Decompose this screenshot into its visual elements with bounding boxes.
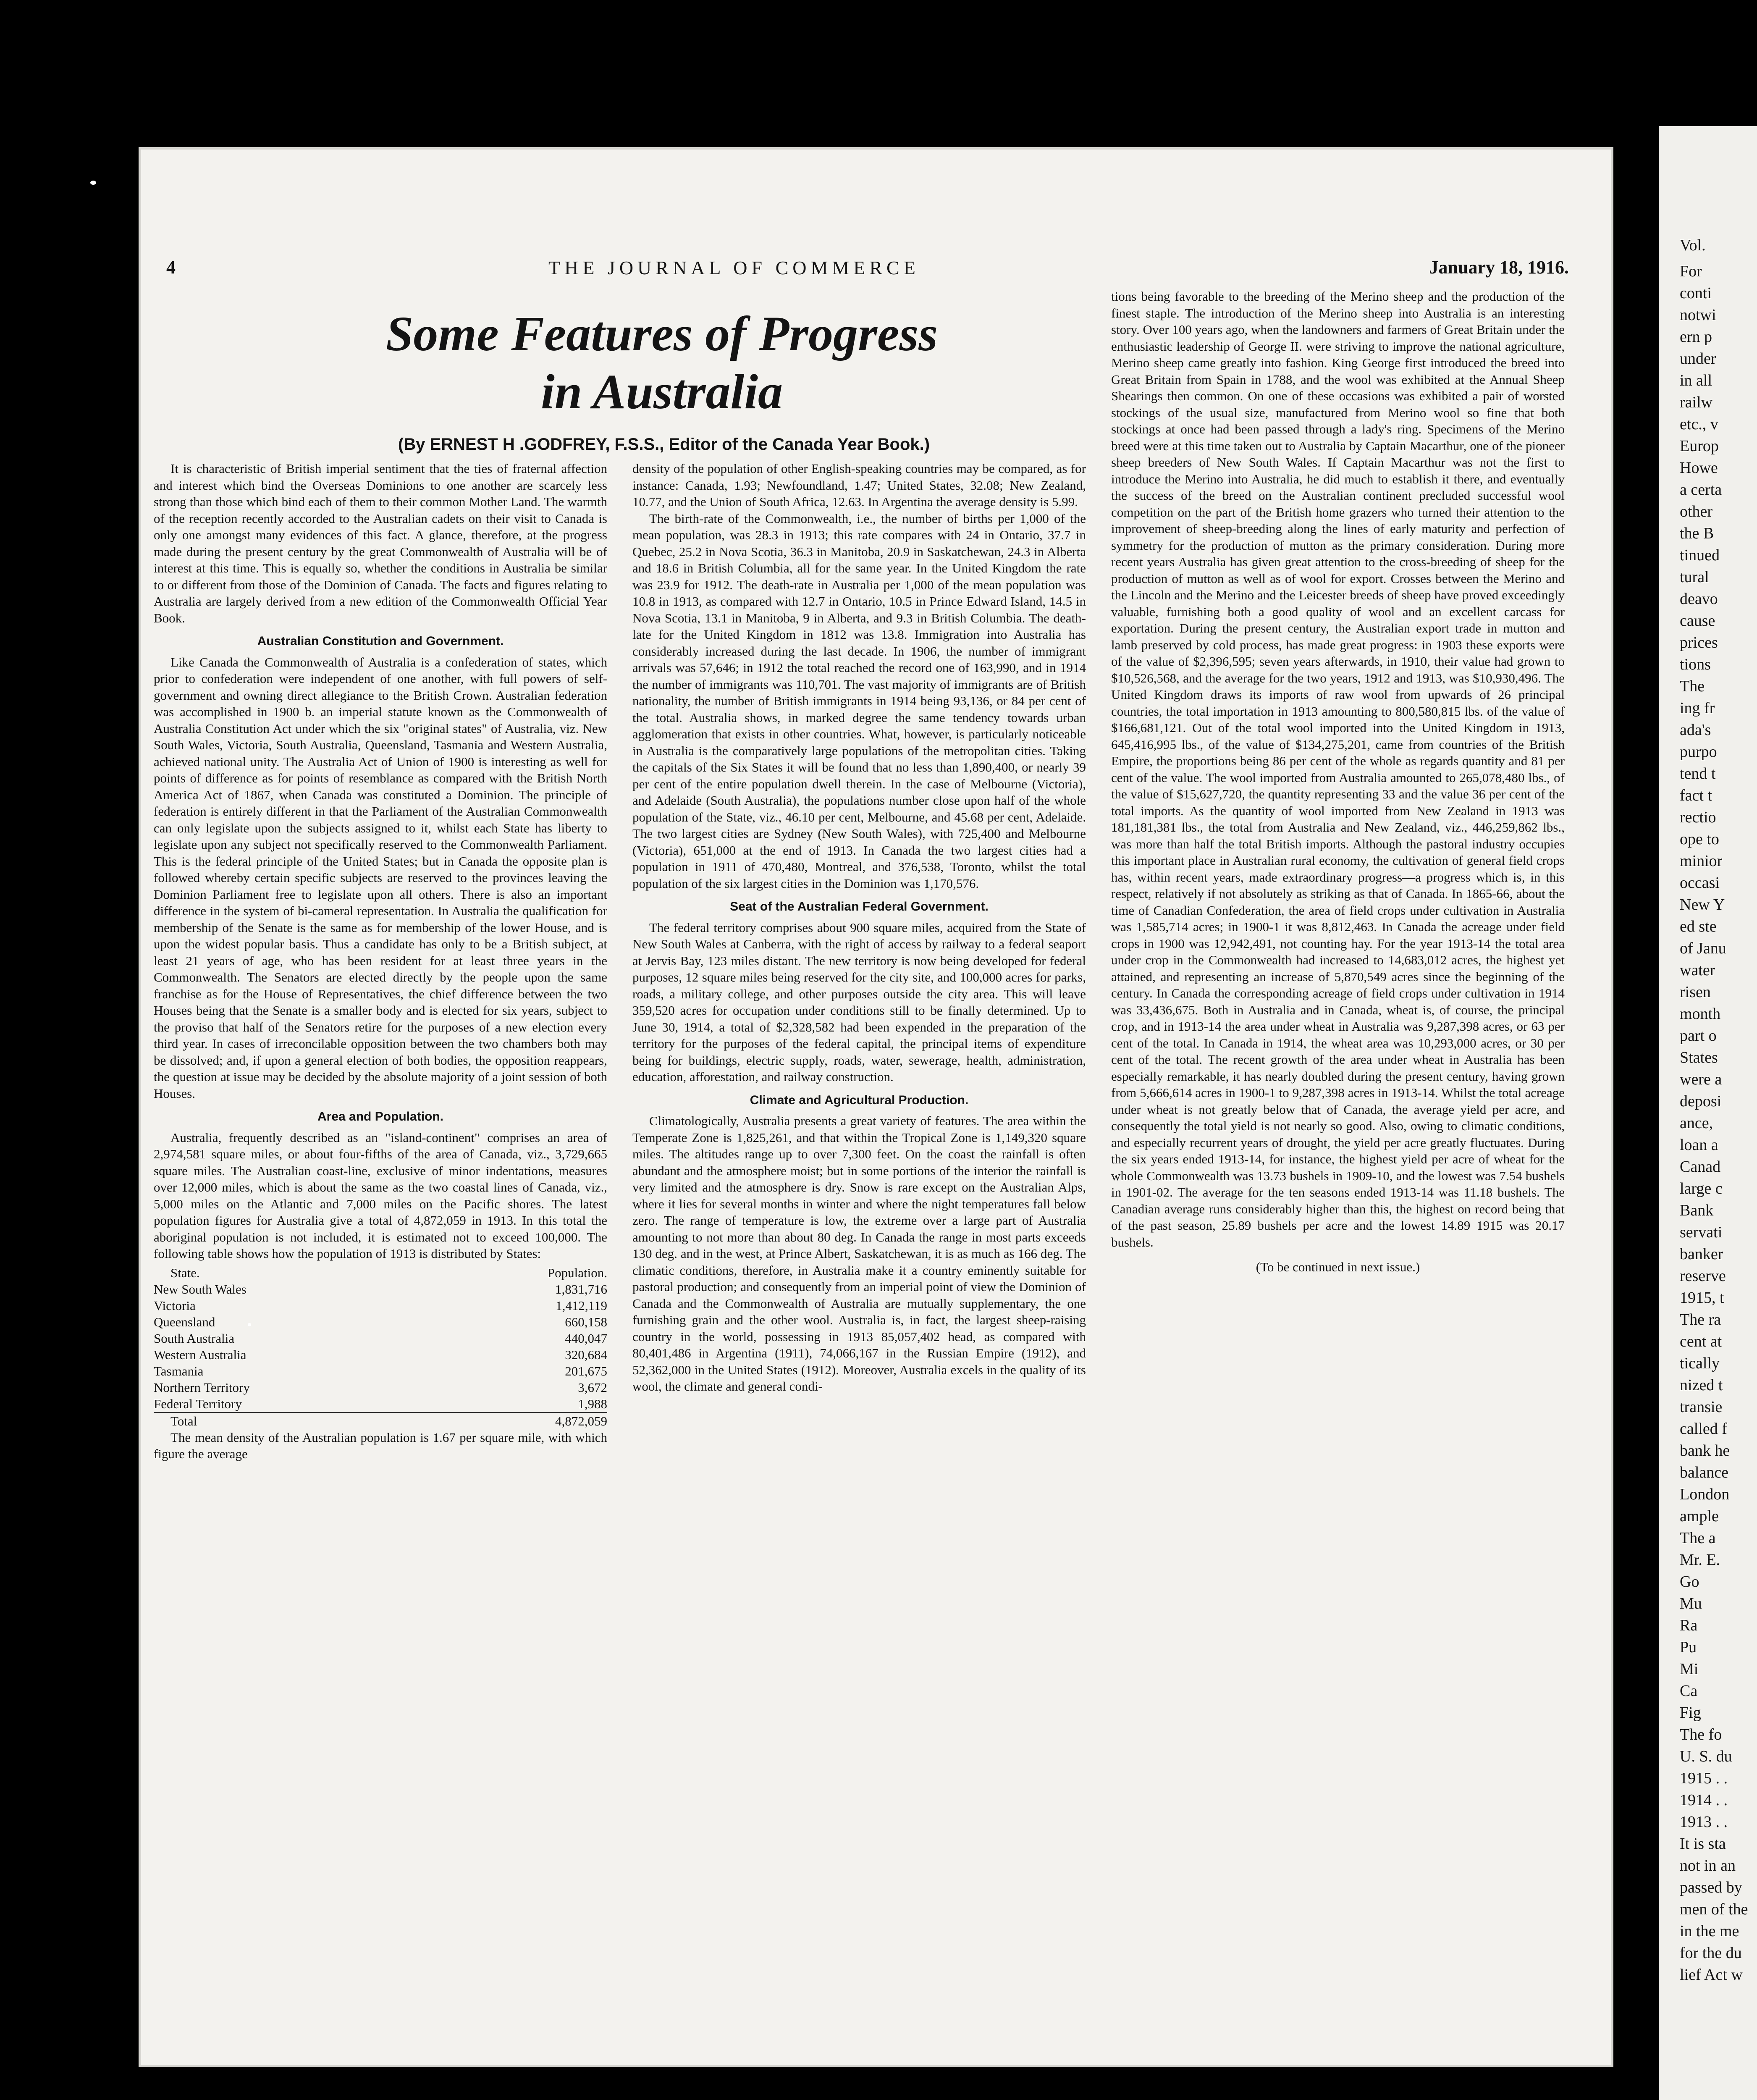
adjacent-page-line: deavo bbox=[1680, 590, 1718, 608]
adjacent-page-line: Ra bbox=[1680, 1617, 1698, 1634]
adjacent-page-line: tions bbox=[1680, 656, 1711, 673]
state-name: Northern Territory bbox=[154, 1380, 250, 1395]
table-row bbox=[154, 1297, 607, 1314]
adjacent-page-line: conti bbox=[1680, 284, 1712, 302]
adjacent-page-line: transie bbox=[1680, 1398, 1723, 1416]
table-row bbox=[154, 1281, 607, 1297]
article-title-line-2: in Australia bbox=[540, 364, 783, 419]
adjacent-page-line: ample bbox=[1680, 1507, 1719, 1525]
constitution-paragraph: Like Canada the Commonwealth of Australia is a confederation of states, which prior to confederation were independent of one another, with full powers of self-government and owning direct allegiance to the British Crown. Australian federation was accomplished in 1900 b. an imperial statute known as the Commonwealth of Australia Constitution Act under which the six "original states" of Australia, viz. New South Wales, Victoria, South Australia, Queensland, Tasmania and Western Australia, achieved national unity. The Australia Act of Union of 1900 is interesting as well for points of difference as for points of resemblance as compared with the British North America Act of 1867, when Canada was constituted a Dominion. The principle of federation is entirely different in that the Parliament of the Australian Commonwealth can only legislate upon the subjects assigned to it, whilst each State has liberty to legislate upon any subject not specifically reserved to the Commonwealth Parliament. This is the federal principle of the United States; but in Canada the opposite plan is followed whereby certain specific subjects are reserved to the provinces leaving the Dominion Parliament free to legislate upon all others. There is also an important difference in the system of bi-cameral representation. In Australia the qualification for membership of the Senate is the same as for membership of the lower House, and is upon the widest popular basis. Thus a candidate has only to be a British subject, at least 21 years of age, who has been resident for at least three years in the Commonwealth. The Senators are elected directly by the people upon the same franchise as for the House of Representatives, the chief difference between the two Houses being that the Senate is a smaller body and is elected for six years, subject to the proviso that half of the Senators retire for the purposes of a new election every third year. In cases of irreconcilable opposition between the two chambers both may be dissolved; and, if upon a general election of both bodies, the opposition reappears, the question at issue may be decided by the absolute majority of a joint session of both Houses. bbox=[154, 654, 607, 1101]
adjacent-page-line: part o bbox=[1680, 1027, 1717, 1045]
seat-heading: Seat of the Australian Federal Government. bbox=[730, 900, 989, 914]
article-column-3 bbox=[1111, 288, 1565, 1276]
state-name: New South Wales bbox=[154, 1281, 247, 1297]
page-number: 4 bbox=[166, 257, 176, 278]
journal-title: THE JOURNAL OF COMMERCE bbox=[548, 257, 920, 278]
article-byline: (By ERNEST H .GODFREY, F.S.S., Editor of the Canada Year Book.) bbox=[398, 435, 930, 454]
adjacent-page-line: under bbox=[1680, 350, 1716, 368]
adjacent-page-line: tend t bbox=[1680, 765, 1716, 782]
adjacent-page-line: Mr. E. bbox=[1680, 1551, 1720, 1569]
adjacent-page-line: U. S. du bbox=[1680, 1748, 1732, 1765]
state-population: 440,047 bbox=[565, 1331, 607, 1346]
adjacent-page-line: the B bbox=[1680, 525, 1714, 542]
density-paragraph-cont: density of the population of other English-speaking countries may be compared, as for instance: Canada, 1.93; Newfoundland, 1.47; United States, 32.08; New Zealand, 10.77, and the Union of South Africa, 12.63. In Argentina the average density is 5.99. bbox=[632, 461, 1086, 509]
adjacent-page-line: bank he bbox=[1680, 1442, 1730, 1460]
adjacent-page-line: States bbox=[1680, 1049, 1718, 1066]
adjacent-page-line: were a bbox=[1680, 1071, 1722, 1088]
adjacent-page-line: 1915, t bbox=[1680, 1289, 1724, 1307]
adjacent-page-line: Go bbox=[1680, 1573, 1699, 1591]
wool-and-crops-paragraph: tions being favorable to the breeding of the Merino sheep and the production of the finest staple. The introduction of the Merino sheep into Australia is an interesting story. Over 100 years ago, when the landowners and farmers of Great Britain under the enthusiastic leadership of George II. were striving to improve the national agriculture, Merino sheep came greatly into fashion. King George first introduced the breed into Great Britain from Spain in 1788, and the wool was exhibited at the Annual Sheep Shearings then common. On one of these occasions was exhibited a pair of worsted stockings of the usual size, manufactured from Merino wool so fine that both stockings at once had been passed through a lady's ring. Specimens of the Merino breed were at this time taken out to Australia by Captain Macarthur, one of the pioneer sheep breeders of New South Wales. If Captain Macarthur was not the first to introduce the Merino into Australia, he did much to establish it there, and eventually the success of the breed on the Australian continent precluded successful wool competition on the part of the British home grazers who turned their attention to the improvement of sheep-breeding along the lines of early maturity and perfection of symmetry for the production of mutton as the primary consideration. During more recent years Australia has given great attention to the cross-breeding of sheep for the production of mutton as well as of wool for export. Crosses between the Merino and the Lincoln and the Merino and the Leicester breeds of sheep have proved exceedingly valuable, furnishing both a good quality of wool and an excellent carcass for exportation. During the present century, the Australian export trade in mutton and lamb preserved by cold process, has made great progress: in 1903 these exports were of the value of $2,396,595; seven years afterwards, in 1910, their value had grown to $10,526,568, and the average for the two years, 1912 and 1913, was $10,930,496. The United Kingdom draws its imports of raw wool from upwards of 26 principal countries, the total importation in 1913 amounting to 800,580,815 lbs. of the value of $166,681,121. Out of the total wool imported into the United Kingdom in 1913, 645,416,995 lbs., of the value of $134,275,201, came from countries of the British Empire, the proportions being 86 per cent of the whole as regards quantity and 81 per cent of the value. The wool imported from Australia amounted to 265,078,480 lbs., of the value of $15,627,720, the quantity representing 33 and the value 36 per cent of the total imports. As the quantity of wool imported from New Zealand in 1913 was 181,181,381 lbs., the total from Australia and New Zealand, viz., 446,259,862 lbs., was more than half the total British imports. Although the pastoral industry occupies this important place in Australian rural economy, the cultivation of general field crops has, within recent years, made extraordinary progress—a progress which is, in this respect, relatively if not absolutely as striking as that of Canada. In 1865-66, about the time of Canadian Confederation, the area of field crops under cultivation in Australia was 1,585,714 acres; in 1900-1 it was 8,812,463. In Canada the acreage under field crops in 1900 was 12,942,491, not counting hay. For the year 1913-14 the total area under crop in the Commonwealth had increased to 14,683,012 acres, the highest yet attained, and representing an increase of 5,870,549 acres since the beginning of the century. In Canada the corresponding acreage of field crops under cultivation in 1914 was 33,436,675. Both in Australia and in Canada, wheat is, of course, the principal crop, and in 1913-14 the area under wheat in Australia was 9,287,398 acres, or 63 per cent of the total. In Canada in 1914, the wheat area was 10,293,000 acres, or 30 per cent of the total. The recent growth of the area under wheat in Australia has been especially remarkable, it has nearly doubled during the present century, having grown from 5,666,614 acres in 1900-1 to 9,287,398 acres in 1913-14. Whilst the total acreage under wheat is not greatly below that of Canada, the average yield per acre, and consequently the total yield is not nearly so good. Also, owing to climatic conditions, and especially recurrent years of drought, the yield per acre greatly fluctuates. During the six years ended 1913-14, for instance, the highest yield per acre of wheat for the whole Commonwealth was 13.73 bushels in 1909-10, and the lowest was 7.54 bushels in 1901-02. The average for the ten seasons ended 1913-14 was 11.18 bushels. The Canadian average runs considerably higher than this, the highest on record being that of the past season, 25.89 bushels per acre and the lowest 14.89 1915 was 20.17 bushels. bbox=[1111, 289, 1565, 1250]
adjacent-page-line: 1914 . . bbox=[1680, 1791, 1728, 1809]
adjacent-page-line: Fig bbox=[1680, 1704, 1701, 1722]
table-row bbox=[154, 1330, 607, 1347]
adjacent-page-line: tural bbox=[1680, 568, 1709, 586]
table-row bbox=[154, 1347, 607, 1363]
article-title-line-1: Some Features of Progress bbox=[385, 306, 938, 361]
adjacent-page-line: cent at bbox=[1680, 1333, 1722, 1350]
state-population: 1,831,716 bbox=[555, 1281, 607, 1297]
adjacent-page-line: railw bbox=[1680, 394, 1713, 411]
adjacent-page-line: purpo bbox=[1680, 743, 1717, 761]
population-table bbox=[154, 1265, 607, 1429]
climate-heading: Climate and Agricultural Production. bbox=[750, 1093, 969, 1107]
adjacent-page-line: passed by bbox=[1680, 1879, 1742, 1896]
adjacent-page-line: Mu bbox=[1680, 1595, 1702, 1612]
seat-paragraph: The federal territory comprises about 900 square miles, acquired from the State of New South Wales at Canberra, with the right of access by railway to a federal seaport at Jervis Bay, 123 miles distant. The new territory is now being developed for federal purposes, 12 square miles being reserved for the city site, and 100,000 acres for parks, roads, a military college, and other purposes outside the city area. This will leave 359,520 acres for occupation under conditions still to be finally determined. Up to June 30, 1914, a total of $2,328,582 had been expended in the preparation of the territory for the purposes of the federal capital, the principal items of expenditure being for buildings, electric supply, roads, water, sewerage, health, administration, education, afforestation, and railway construction. bbox=[632, 920, 1086, 1084]
adjacent-page-line: large c bbox=[1680, 1180, 1723, 1197]
adjacent-page-line: balance bbox=[1680, 1464, 1729, 1481]
adjacent-page-line: Canad bbox=[1680, 1158, 1721, 1176]
adjacent-page-line: ope to bbox=[1680, 830, 1719, 848]
scan-speck bbox=[248, 1323, 251, 1326]
adjacent-page-line: prices bbox=[1680, 634, 1718, 651]
total-value: 4,872,059 bbox=[555, 1413, 607, 1428]
adjacent-page-line: ance, bbox=[1680, 1114, 1713, 1132]
page-header bbox=[166, 257, 1586, 282]
adjacent-page-line: notwi bbox=[1680, 306, 1716, 324]
state-name: South Australia bbox=[154, 1331, 235, 1346]
adjacent-page-line: men of the bbox=[1680, 1900, 1748, 1918]
adjacent-page-line: Europ bbox=[1680, 437, 1719, 455]
adjacent-page-line: a certa bbox=[1680, 481, 1722, 499]
adjacent-page-line: fact t bbox=[1680, 787, 1712, 804]
density-paragraph-start: The mean density of the Australian population is 1.67 per square mile, with which figure the average bbox=[154, 1430, 607, 1461]
state-population: 1,412,119 bbox=[556, 1298, 607, 1313]
adjacent-page-line: tically bbox=[1680, 1354, 1720, 1372]
adjacent-page-line: Ca bbox=[1680, 1682, 1698, 1700]
adjacent-page-line: Howe bbox=[1680, 459, 1718, 477]
intro-paragraph: It is characteristic of British imperial sentiment that the ties of fraternal affection and interest which bind the Overseas Dominions to one another are scarcely less strong than those which bind each of them to their common Mother Land. The warmth of the reception recently accorded to the Australian cadets on their visit to Canada is only one amongst many evidences of this fact. A glance, therefore, at the progress made during the present century by the great Commonwealth of Australia will be of interest at this time. This is equally so, whether the conditions in Australia be similar to or different from those of the Dominion of Canada. The facts and figures relating to Australia are largely derived from a new edition of the Commonwealth Official Year Book. bbox=[154, 461, 607, 625]
scan-speck bbox=[90, 181, 96, 185]
area-paragraph: Australia, frequently described as an "island-continent" comprises an area of 2,974,581 square miles, or about four-fifths of the area of Canada, viz., 3,729,665 square miles. The Australian coast-line, exclusive of minor indentations, measures over 12,000 miles, which is about the same as the two coastal lines of Canada, viz., 5,000 miles on the Atlantic and 7,000 miles on the Pacific shores. The latest population figures for Australia give a total of 4,872,059 in 1913. In this total the aboriginal population is not included, it is estimated not to exceed 100,000. The following table shows how the population of 1913 is distributed by States: bbox=[154, 1130, 607, 1261]
article-title bbox=[250, 305, 1073, 421]
adjacent-page-line: in the me bbox=[1680, 1922, 1739, 1940]
adjacent-page-line: in all bbox=[1680, 372, 1712, 389]
state-name: Tasmania bbox=[154, 1363, 204, 1378]
adjacent-page-line: Mi bbox=[1680, 1660, 1699, 1678]
adjacent-page-line: cause bbox=[1680, 612, 1715, 630]
state-population: 320,684 bbox=[565, 1347, 607, 1362]
table-row bbox=[154, 1379, 607, 1396]
adjacent-page-fragment bbox=[1659, 126, 1757, 2100]
newspaper-page bbox=[139, 147, 1613, 2067]
state-population: 3,672 bbox=[578, 1380, 607, 1395]
birthrate-paragraph: The birth-rate of the Commonwealth, i.e., the number of births per 1,000 of the mean population, was 28.3 in 1913; this rate compares with 24 in Ontario, 37.7 in Quebec, 25.2 in Nova Scotia, 36.3 in Manitoba, 20.9 in Saskatchewan, 24.3 in Alberta and 18.6 in British Columbia, all for the same year. In the United Kingdom the rate was 23.9 for 1912. The death-rate in Australia per 1,000 of the mean population was 10.8 in 1913, as compared with 12.7 in Ontario, 10.5 in Prince Edward Island, 14.5 in Nova Scotia, 13.1 in Manitoba, 9 in Alberta, and 9.3 in British Columbia. The death-late for the United Kingdom in 1812 was 13.8. Immigration into Australia has considerably increased during the last decade. In 1906, the number of immigrant arrivals was 57,646; in 1912 the total reached the record one of 163,990, and in 1914 the number of immigrants was 110,701. The vast majority of immigrants are of British nationality, the number of British immigrants in 1914 being 93,136, or 84 per cent of the total. Australia shows, in marked degree the same tendency towards urban agglomeration that exists in other countries. What, however, is particularly noticeable in Australia is the comparatively large populations of the metropolitan cities. Taking the capitals of the Six States it will be found that no less than 1,890,400, or nearly 39 per cent of the entire population dwell therein. In the case of Melbourne (Victoria), and Adelaide (South Australia), the populations number close upon half of the whole population of the State, viz., 46.10 per cent, Melbourne, and 45.68 per cent, Adelaide. The two largest cities are Sydney (New South Wales), with 725,400 and Melbourne (Victoria), 651,000 at the end of 1913. In Canada the two largest cities had a population in 1911 of 470,480, Montreal, and 376,538, Toronto, whilst the total population of the six largest cities in the Dominion was 1,170,576. bbox=[632, 511, 1086, 891]
adjacent-page-line: The a bbox=[1680, 1529, 1716, 1547]
article-column-2 bbox=[632, 460, 1086, 1395]
adjacent-page-line: other bbox=[1680, 503, 1713, 520]
adjacent-page-line: London bbox=[1680, 1486, 1730, 1503]
table-head-state: State. bbox=[170, 1265, 200, 1280]
adjacent-page-line: New Y bbox=[1680, 896, 1725, 914]
state-name: Queensland bbox=[154, 1314, 215, 1329]
adjacent-page-line: ern p bbox=[1680, 328, 1712, 346]
adjacent-page-line: month bbox=[1680, 1005, 1721, 1023]
state-name: Victoria bbox=[154, 1298, 196, 1313]
adjacent-page-line: The bbox=[1680, 677, 1705, 695]
total-label: Total bbox=[170, 1413, 197, 1428]
adjacent-page-line: rectio bbox=[1680, 808, 1716, 826]
table-row bbox=[154, 1314, 607, 1330]
adjacent-page-line: Pu bbox=[1680, 1638, 1697, 1656]
adjacent-page-line: lief Act w bbox=[1680, 1966, 1743, 1984]
constitution-heading: Australian Constitution and Government. bbox=[257, 634, 504, 648]
adjacent-page-line: Bank bbox=[1680, 1202, 1714, 1219]
adjacent-page-line: ed ste bbox=[1680, 918, 1717, 935]
state-population: 201,675 bbox=[565, 1363, 607, 1378]
adjacent-page-line: risen bbox=[1680, 983, 1711, 1001]
adjacent-page-line: not in an bbox=[1680, 1857, 1736, 1874]
adjacent-page-line: servati bbox=[1680, 1223, 1723, 1241]
state-population: 1,988 bbox=[578, 1396, 607, 1411]
adjacent-page-line: 1915 . . bbox=[1680, 1769, 1728, 1787]
adjacent-page-line: of Janu bbox=[1680, 940, 1726, 957]
state-population: 660,158 bbox=[565, 1314, 607, 1329]
adjacent-page-line: nized t bbox=[1680, 1376, 1723, 1394]
table-row bbox=[154, 1363, 607, 1379]
adjacent-page-line: banker bbox=[1680, 1245, 1723, 1263]
adjacent-page-line: etc., v bbox=[1680, 415, 1718, 433]
issue-date: January 18, 1916. bbox=[1429, 257, 1569, 278]
adjacent-page-line: called f bbox=[1680, 1420, 1727, 1438]
adjacent-page-line: occasi bbox=[1680, 874, 1720, 892]
adjacent-page-line: reserve bbox=[1680, 1267, 1726, 1285]
continued-note: (To be continued in next issue.) bbox=[1256, 1260, 1420, 1274]
adjacent-page-line: for the du bbox=[1680, 1944, 1742, 1962]
table-row bbox=[154, 1396, 607, 1412]
state-name: Western Australia bbox=[154, 1347, 247, 1362]
adjacent-page-line: ing fr bbox=[1680, 699, 1715, 717]
adjacent-page-line: It is sta bbox=[1680, 1835, 1726, 1853]
adjacent-page-line: deposi bbox=[1680, 1092, 1722, 1110]
adjacent-page-line: The fo bbox=[1680, 1726, 1722, 1743]
area-heading: Area and Population. bbox=[317, 1110, 444, 1124]
table-head-population: Population. bbox=[547, 1265, 607, 1280]
adjacent-page-line: loan a bbox=[1680, 1136, 1718, 1154]
adjacent-page-line: minior bbox=[1680, 852, 1723, 870]
adjacent-page-line: ada's bbox=[1680, 721, 1711, 739]
adjacent-page-line: Vol. bbox=[1680, 236, 1706, 254]
state-name: Federal Territory bbox=[154, 1396, 242, 1411]
adjacent-page-line: tinued bbox=[1680, 546, 1720, 564]
table-total-row bbox=[154, 1412, 607, 1429]
adjacent-page-line: 1913 . . bbox=[1680, 1813, 1728, 1831]
adjacent-page-line: The ra bbox=[1680, 1311, 1721, 1328]
adjacent-page-line: For bbox=[1680, 262, 1702, 280]
adjacent-page-line: water bbox=[1680, 961, 1715, 979]
table-header-row bbox=[154, 1265, 607, 1281]
climate-paragraph: Climatologically, Australia presents a great variety of features. The area within the Temperate Zone is 1,825,261, and that within the Tropical Zone is 1,149,320 square miles. The altitudes range up to over 7,300 feet. On the coast the rainfall is often abundant and the atmosphere moist; but in some portions of the interior the rainfall is very limited and the atmosphere is dry. Snow is rare except on the Australian Alps, where it lies for several months in winter and where the night temperatures fall below zero. The range of temperature is low, the extreme over a large part of Australia amounting to not more than about 80 deg. In Canada the range in most parts exceeds 130 deg. and in the west, at Prince Albert, Saskatchewan, it is as much as 166 deg. The climatic conditions, therefore, in Australia make it a country eminently suitable for pastoral production; and consequently from an imperial point of view the Dominion of Canada and the Commonwealth of Australia are mutually supplementary, the one furnishing grain and the other wool. Australia is, in fact, the largest sheep-raising country in the world, possessing in 1913 85,057,402 head, as compared with 80,401,486 in Argentina (1911), 74,066,167 in the Russian Empire (1912), and 52,362,000 in the United States (1912). Moreover, Australia excels in the quality of its wool, the climate and general condi- bbox=[632, 1113, 1086, 1394]
article-column-1 bbox=[154, 460, 607, 1462]
